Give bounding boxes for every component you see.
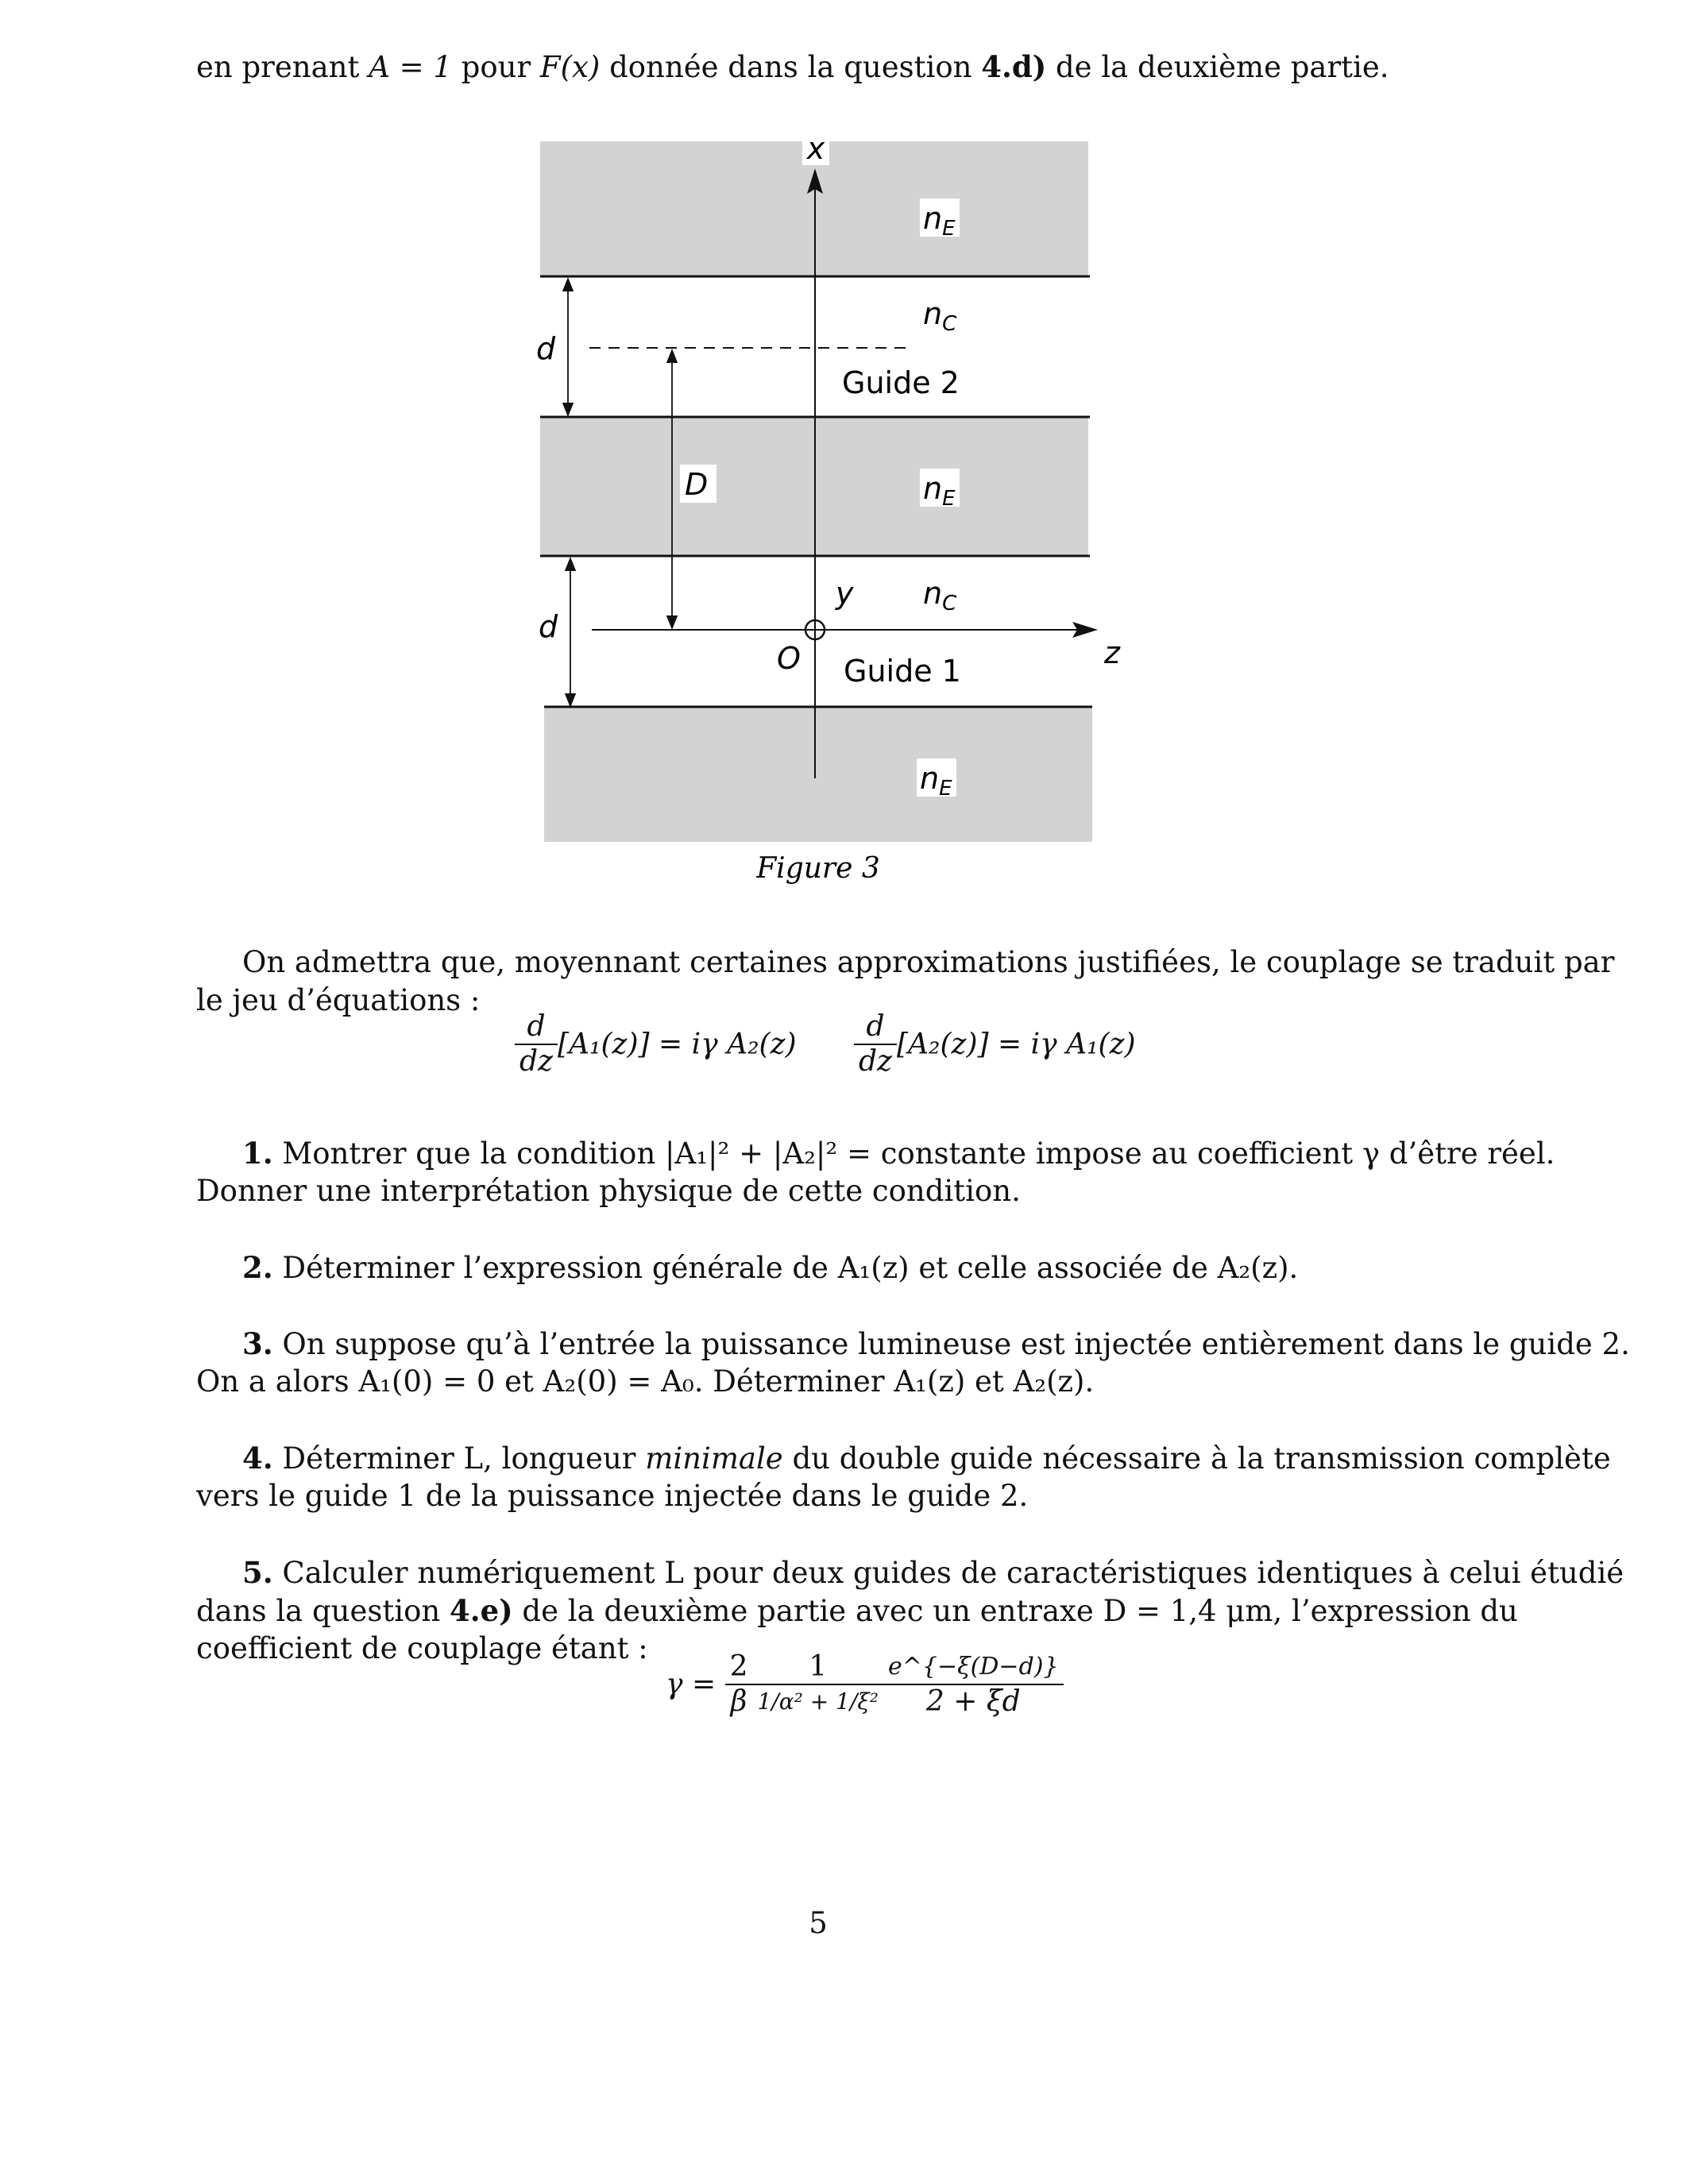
intro-text-1: en prenant [196, 50, 369, 84]
q4-number: 4. [242, 1441, 273, 1476]
intro-text-4: de la deuxième partie. [1046, 50, 1389, 84]
q4-text-b: du double guide nécessaire à la transmission complète [782, 1441, 1611, 1476]
q4-text-a: Déterminer L, longueur [282, 1441, 646, 1476]
q3-line1 [242, 1325, 1630, 1364]
gamma-fraction-1: $\frac{2}{\beta}$ [725, 1650, 753, 1719]
equation-2 [854, 1010, 1136, 1078]
eq1-body: [A₁(z)] = iγ A₂(z) [558, 1028, 797, 1061]
intro-line [196, 48, 1450, 87]
q4-emphasis: minimale [645, 1441, 783, 1476]
q3-line2: On a alors A₁(0) = 0 et A₂(0) = A₀. Déterminer A₁(z) et A₂(z). [196, 1364, 1095, 1399]
figure-3 [524, 127, 1128, 889]
figure-caption: Figure 3 [756, 852, 880, 885]
intro-math-f: F(x) [539, 50, 601, 84]
gamma-lhs: γ = [666, 1668, 717, 1701]
q3-number: 3. [242, 1326, 273, 1361]
eq1-derivative: $\frac{d}{dz}$ [515, 1010, 558, 1078]
intro-text-2: pour [451, 50, 540, 84]
intro-ref: 4.d) [981, 49, 1047, 84]
equation-1 [515, 1010, 797, 1078]
q5-number: 5. [242, 1555, 273, 1590]
q4-line1 [242, 1439, 1611, 1478]
waveguide-diagram [524, 127, 1128, 889]
q5-ref: 4.e) [449, 1593, 513, 1628]
p1-line2: le jeu d’équations : [196, 983, 481, 1017]
y-axis-label: y [836, 576, 854, 611]
dimension-d-lower-label: d [539, 609, 558, 644]
ne-bottom-label: $n_E$ [920, 761, 952, 801]
cladding-bottom [544, 707, 1092, 842]
q1-line2: Donner une interprétation physique de cette condition. [196, 1174, 1021, 1208]
eq2-derivative: $\frac{d}{dz}$ [854, 1010, 897, 1078]
origin-label: O [777, 641, 801, 676]
ne-middle-label: $n_E$ [923, 471, 956, 511]
dimension-D-label: D [685, 467, 709, 502]
dimension-d-upper-label: d [536, 331, 556, 366]
q5-line3: coefficient de couplage étant : [196, 1631, 648, 1665]
gamma-formula [666, 1650, 1064, 1719]
gamma-fraction-3: $\frac{e\^{}\{-\xi(D-d)\}}{2 + \xi d}$ [883, 1650, 1064, 1719]
p1-line1: On admettra que, moyennant certaines approximations justifiées, le couplage se traduit par [242, 945, 1615, 979]
nc-lower-label: $n_C$ [923, 576, 957, 615]
eq2-body: [A₂(z)] = iγ A₁(z) [897, 1028, 1136, 1061]
q1-text: Montrer que la condition |A₁|² + |A₂|² = constante impose au coefficient γ d’être réel. [282, 1136, 1555, 1171]
q4-line2: vers le guide 1 de la puissance injectée dans le guide 2. [196, 1479, 1029, 1513]
q2-text: Déterminer l’expression générale de A₁(z) et celle associée de A₂(z). [282, 1251, 1299, 1285]
q2-line [242, 1248, 1496, 1287]
z-axis-label: z [1104, 635, 1120, 670]
q1-line1 [242, 1134, 1555, 1173]
nc-upper-label: $n_C$ [923, 296, 957, 336]
ne-top-label: $n_E$ [923, 201, 956, 241]
q1-number: 1. [242, 1136, 273, 1171]
gamma-fraction-2: $\frac{1}{\text{1/α² + 1/ξ²}}$ [752, 1650, 883, 1719]
intro-text-3: donnée dans la question [600, 50, 982, 84]
x-axis-label: x [806, 131, 825, 166]
q5-line2-b: de la deuxième partie avec un entraxe D = 1,4 μm, l’expression du [512, 1594, 1518, 1628]
guide2-label: Guide 2 [842, 365, 960, 400]
intro-math-a: A = 1 [369, 50, 452, 84]
q5-line1 [242, 1553, 1624, 1592]
q5-line2 [196, 1592, 1518, 1630]
q5-text: Calculer numériquement L pour deux guides de caractéristiques identiques à celui étudié [282, 1556, 1624, 1590]
q5-line2-a: dans la question [196, 1594, 450, 1628]
q2-number: 2. [242, 1250, 273, 1285]
q3-text: On suppose qu’à l’entrée la puissance lumineuse est injectée entièrement dans le guide 2. [282, 1327, 1630, 1361]
guide1-label: Guide 1 [844, 654, 961, 689]
page-number: 5 [809, 1906, 828, 1940]
